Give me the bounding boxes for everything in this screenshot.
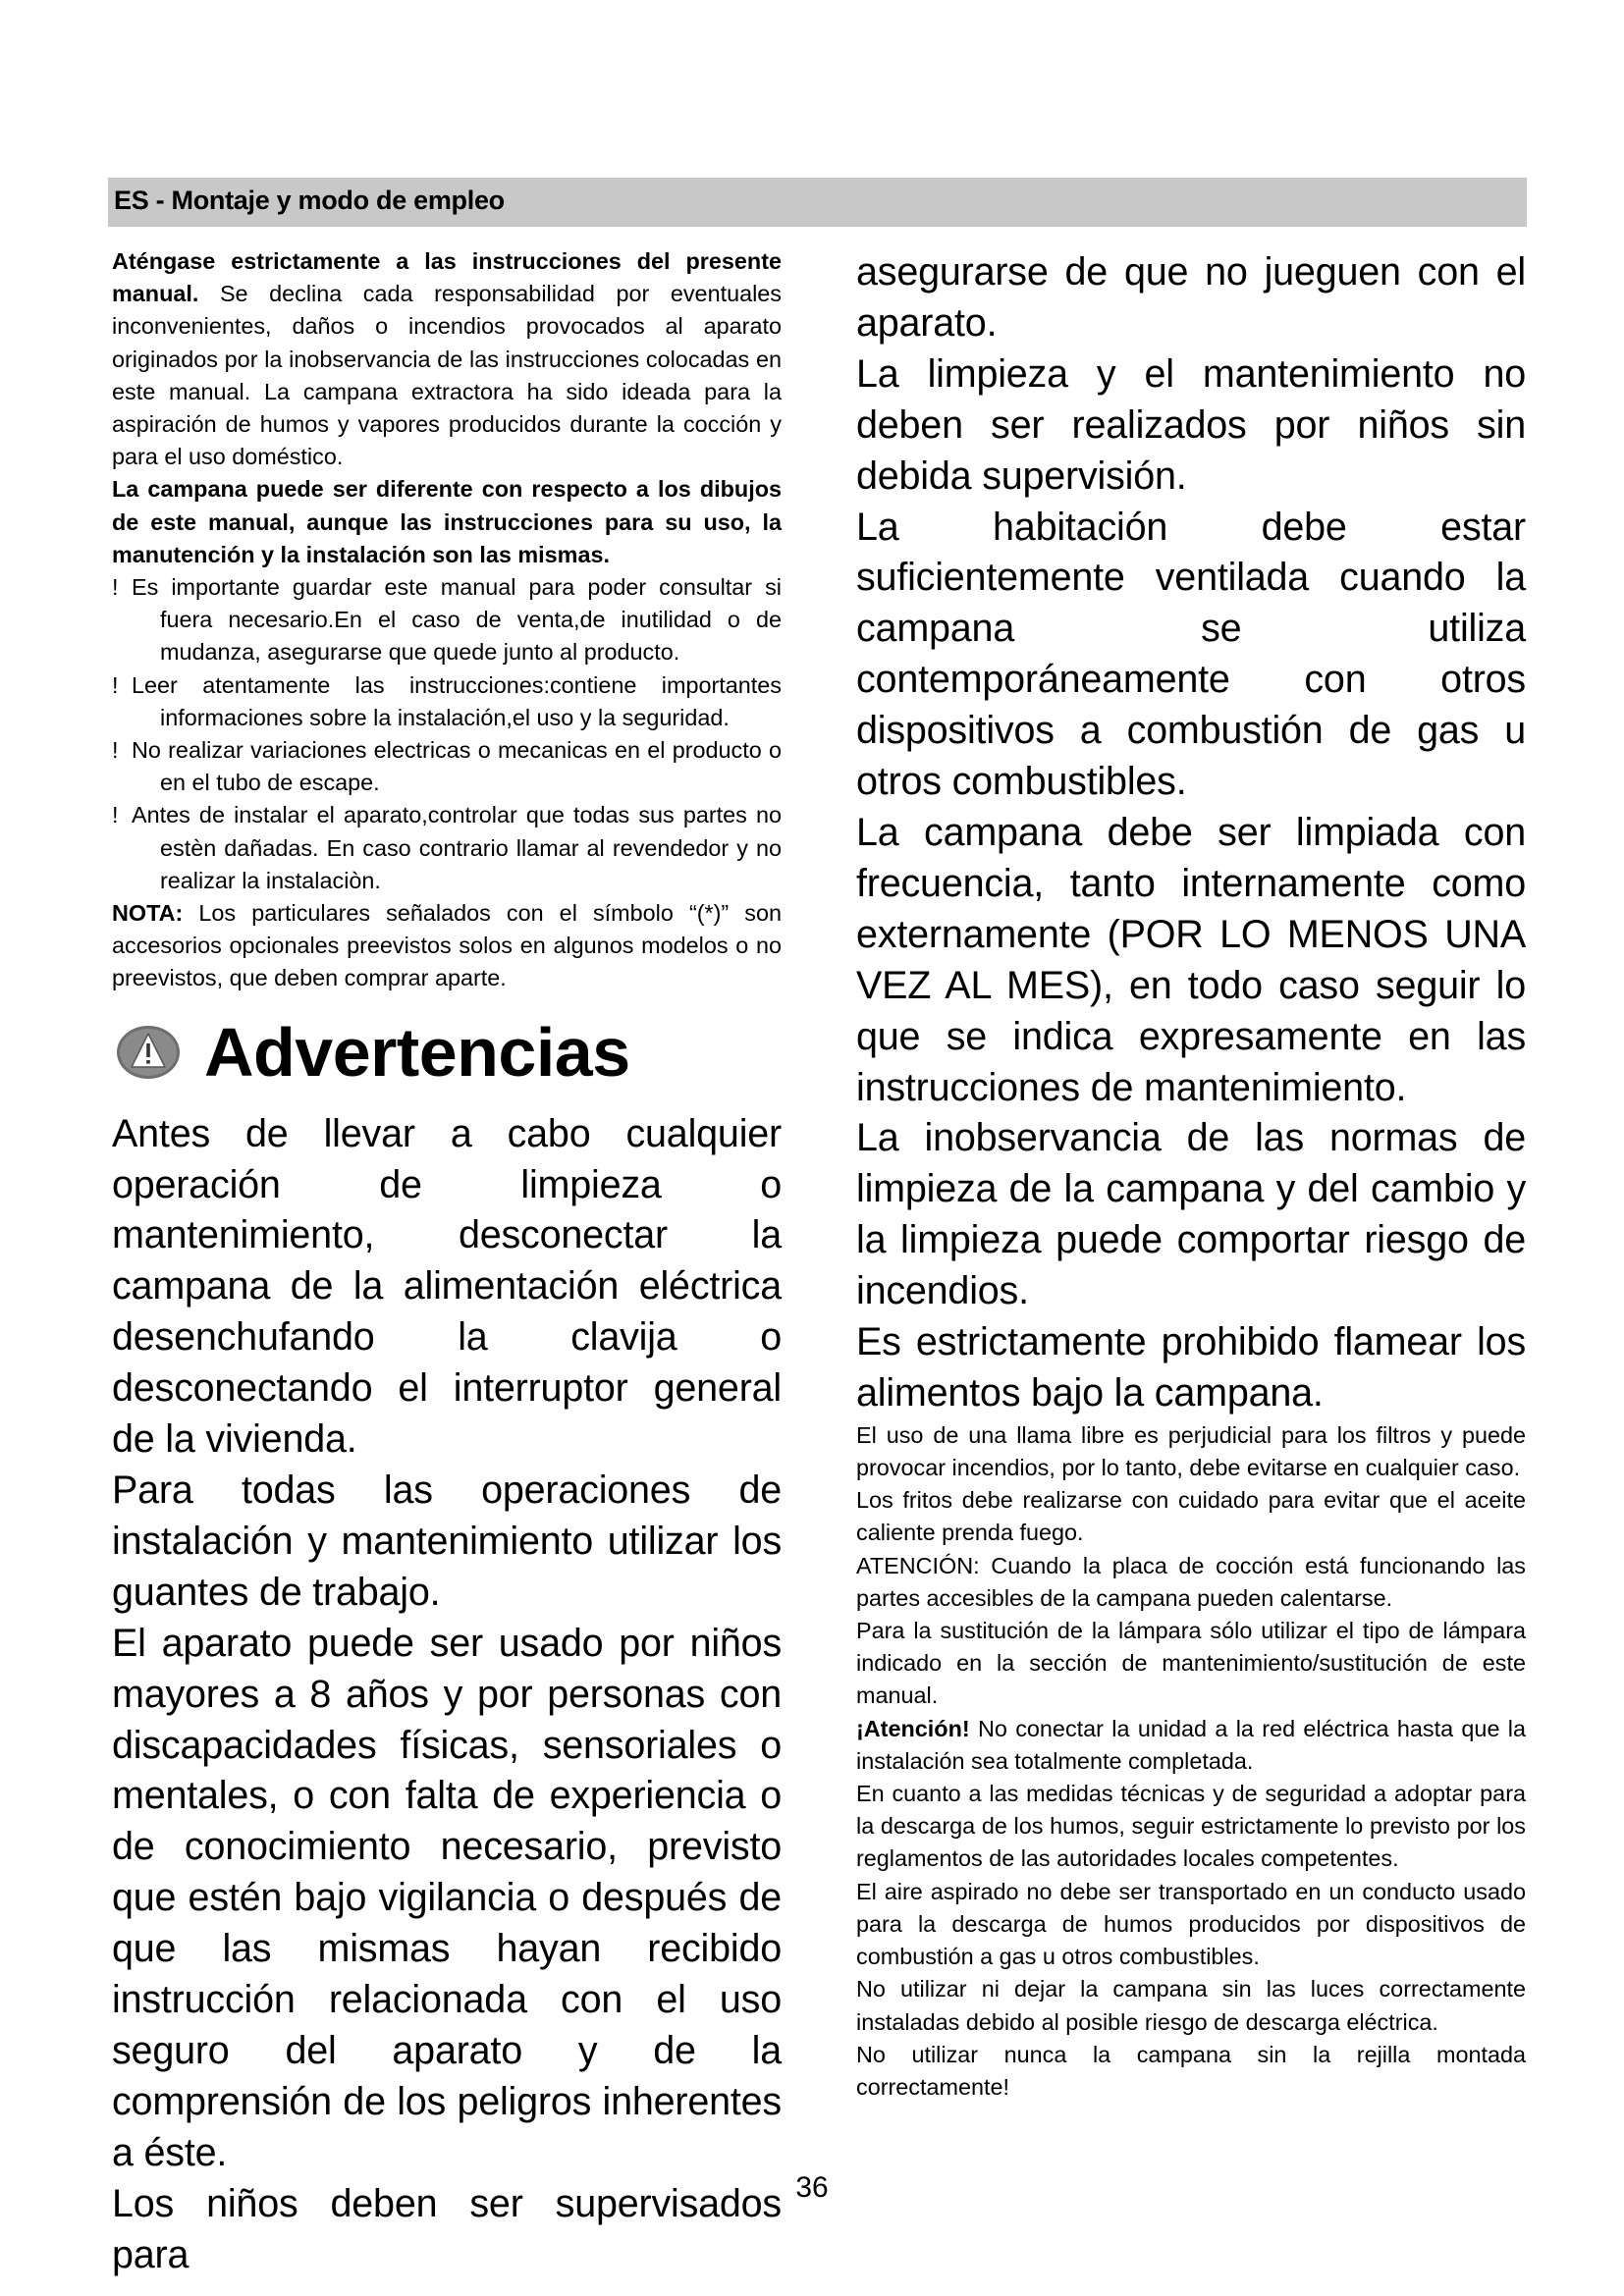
warning-paragraph: El aparato puede ser usado por niños mayores a 8 años y por personas con discapacidades físicas, sensoriales o mentales, o con falta de experiencia o de conocimiento necesario, previsto que estén bajo vigilancia o después de que las mismas hayan recibido instrucción relacionada con el uso seguro del aparato y de la comprensión de los peligros inherentes a éste. [112,1621,782,2174]
bullet-item [112,669,782,734]
warning-paragraph: La campana debe ser limpiada con frecuencia, tanto internamente como externamente (POR LO MENOS UNA VEZ AL MES), en todo caso seguir lo que se indica expresamente en las instrucciones de mantenimiento. [856,810,1526,1109]
safety-paragraph: En cuanto a las medidas técnicas y de seguridad a adoptar para la descarga de los humos, seguir estrictamente lo previsto por los reglamentos de las autoridades locales competentes. [856,1781,1526,1872]
warning-paragraph: La inobservancia de las normas de limpieza de la campana y del cambio y la limpieza puede comportar riesgo de incendios. [856,1116,1526,1313]
intro-bold-note: La campana puede ser diferente con respecto a los dibujos de este manual, aunque las instrucciones para su uso, la manutención y la instalación son las mismas. [112,476,782,567]
warning-paragraph: Antes de llevar a cabo cualquier operación de limpieza o mantenimiento, desconectar la campana de la alimentación eléctrica desenchufando la clavija o desconectando el interruptor general de la vivienda. [112,1111,782,1462]
warning-paragraph: La habitación debe estar suficientemente ventilada cuando la campana se utiliza contemporáneamente con otros dispositivos a combustión de gas u otros combustibles. [856,505,1526,804]
safety-paragraph: Para la sustitución de la lámpara sólo utilizar el tipo de lámpara indicado en la sección de mantenimiento/sustitución de este manual. [856,1618,1526,1709]
warnings-title: Advertencias [204,1013,630,1091]
section-header-bar [108,178,1527,227]
intro-bold-paragraph [112,473,782,571]
atencion-text: No conectar la unidad a la red eléctrica hasta que la instalación sea totalmente completada. [856,1715,1526,1774]
bullet-text: Antes de instalar el aparato,controlar que todas sus partes no estèn dañadas. En caso contrario llamar al revendedor y no realizar la instalaciòn. [132,802,782,893]
intro-text: Se declina cada responsabilidad por eventuales inconvenientes, daños o incendios provocados al aparato originados por la inobservancia de las instrucciones colocadas en este manual. La campana extractora ha sido ideada para la aspiración de humos y vapores producidos durante la cocción y para el uso doméstico. [112,281,782,470]
warning-paragraph: Los niños deben ser supervisados para [112,2181,782,2276]
warning-paragraph: La limpieza y el mantenimiento no deben ser realizados por niños sin debida supervisión. [856,351,1526,498]
atencion-label: ¡Atención! [856,1715,970,1741]
safety-paragraph: No utilizar nunca la campana sin la rejilla montada correctamente! [856,2041,1526,2100]
safety-paragraph: Los fritos debe realizarse con cuidado para evitar que el aceite caliente prenda fuego. [856,1487,1526,1546]
warning-paragraph: Es estrictamente prohibido flamear los alimentos bajo la campana. [856,1320,1526,1415]
intro-bold-lead: Aténgase estrictamente a las instrucciones del presente manual. [112,248,782,307]
safety-paragraph: El uso de una llama libre es perjudicial para los filtros y puede provocar incendios, por lo tanto, debe evitarse en cualquier caso. [856,1421,1526,1481]
exclamation-icon: ! [112,671,119,698]
bullet-item [112,734,782,799]
bullet-item [112,799,782,897]
atencion-paragraph [856,1713,1526,1778]
warnings-heading [112,1011,782,1094]
nota-paragraph [112,897,782,995]
bullet-item [112,571,782,669]
bullet-text: Leer atentamente las instrucciones:contiene importantes informaciones sobre la instalación,el uso y la seguridad. [132,671,782,730]
bullet-text: No realizar variaciones electricas o mecanicas en el producto o en el tubo de escape. [132,737,782,796]
warning-paragraph: asegurarse de que no jueguen con el aparato. [856,250,1526,345]
exclamation-icon: ! [112,802,119,828]
intro-paragraph [112,245,782,473]
nota-label: NOTA: [112,900,184,927]
warning-icon [116,1024,181,1081]
exclamation-icon: ! [112,574,119,601]
right-column [856,247,1526,2104]
exclamation-icon: ! [112,737,119,764]
nota-text: Los particulares señalados con el símbolo “(*)” son accesorios opcionales preevistos solos en algunos modelos o no preevistos, que deben comprar aparte. [112,900,782,991]
left-column [112,245,782,2281]
safety-paragraph: El aire aspirado no debe ser transportado en un conducto usado para la descarga de humos producidos por dispositivos de combustión a gas u otros combustibles. [856,1878,1526,1970]
safety-paragraph: No utilizar ni dejar la campana sin las luces correctamente instaladas debido al posible riesgo de descarga eléctrica. [856,1976,1526,2035]
bullet-text: Es importante guardar este manual para poder consultar si fuera necesario.En el caso de venta,de inutilidad o de mudanza, asegurarse que quede junto al producto. [132,574,782,666]
safety-paragraph: ATENCIÓN: Cuando la placa de cocción está funcionando las partes accesibles de la campana pueden calentarse. [856,1552,1526,1611]
section-title: ES - Montaje y modo de empleo [114,186,505,215]
warning-paragraph: Para todas las operaciones de instalación y mantenimiento utilizar los guantes de trabajo. [112,1468,782,1614]
page-number: 36 [795,2171,829,2204]
